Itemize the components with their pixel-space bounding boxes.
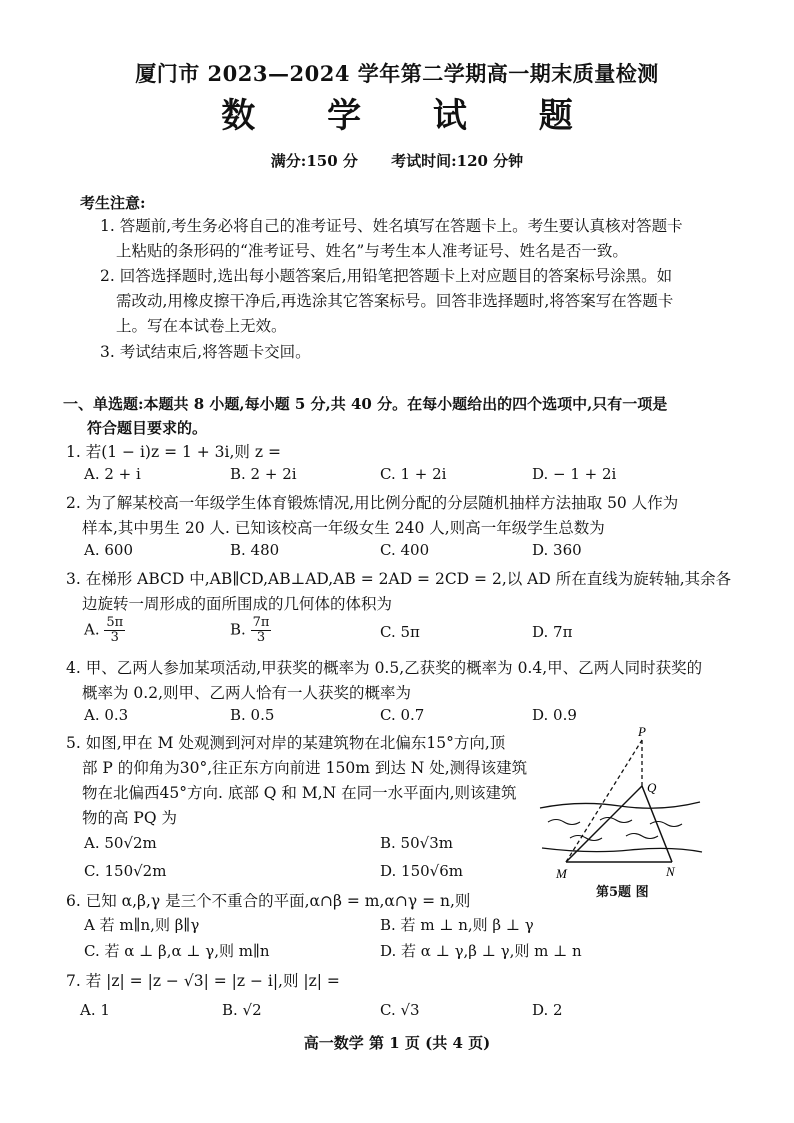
figure-caption: 第5题 图	[596, 885, 649, 900]
q2-option-d: D. 360	[532, 541, 582, 559]
denominator: 3	[110, 630, 119, 645]
q4-option-a: A. 0.3	[84, 706, 129, 724]
notice-line: 1. 答题前,考生务必将自己的准考证号、姓名填写在答题卡上。考生要认真核对答题卡	[100, 217, 683, 235]
question-3-stem: 边旋转一周形成的面所围成的几何体的体积为	[82, 595, 393, 613]
notice-line: 上。写在本试卷上无效。	[116, 317, 287, 335]
line-NQ	[642, 786, 672, 862]
notice-line: 上粘贴的条形码的“准考证号、姓名”与考生本人准考证号、姓名是否一致。	[116, 242, 628, 260]
notice-line: 需改动,用橡皮擦干净后,再选涂其它答案标号。回答非选择题时,将答案写在答题卡	[116, 292, 674, 310]
q7-option-d: D. 2	[532, 1001, 563, 1019]
q6-option-d: D. 若 α ⊥ γ,β ⊥ γ,则 m ⊥ n	[380, 942, 582, 960]
q4-option-b: B. 0.5	[230, 706, 275, 724]
subject-title: 数 学 试 题	[221, 96, 603, 136]
line-MQ	[566, 786, 642, 862]
label-Q: Q	[647, 780, 657, 795]
section-heading	[63, 392, 667, 440]
q6-option-a: A 若 m∥n,则 β∥γ	[84, 916, 200, 934]
section-heading-line: 一、单选题:本题共 8 小题,每小题 5 分,共 40 分。在每小题给出的四个选项中,只有一项是	[63, 395, 668, 413]
label-M: M	[556, 866, 567, 881]
q5-figure	[530, 722, 710, 902]
question-7-stem: 7. 若 |z| = |z − √3| = |z − i|,则 |z| =	[66, 972, 340, 990]
q1-option-d: D. − 1 + 2i	[532, 465, 617, 483]
exam-time: 考试时间:120 分钟	[391, 152, 524, 170]
q5-option-a: A. 50√2m	[84, 834, 157, 852]
question-6-stem: 6. 已知 α,β,γ 是三个不重合的平面,α∩β = m,α∩γ = n,则	[66, 892, 471, 910]
q5-option-b: B. 50√3m	[380, 834, 453, 852]
q3-option-a	[84, 616, 125, 645]
question-2-stem: 样本,其中男生 20 人. 已知该校高一年级女生 240 人,则高一年级学生总数为	[82, 519, 605, 537]
question-4-stem: 4. 甲、乙两人参加某项活动,甲获奖的概率为 0.5,乙获奖的概率为 0.4,甲、乙两人同时获奖的	[66, 659, 703, 677]
question-5-stem: 物在北偏西45°方向. 底部 Q 和 M,N 在同一水平面内,则该建筑	[82, 784, 517, 802]
q1-option-a: A. 2 + i	[84, 465, 141, 483]
q7-option-b: B. √2	[222, 1001, 262, 1019]
q2-option-c: C. 400	[380, 541, 430, 559]
notice-heading: 考生注意:	[80, 194, 146, 212]
q1-option-b: B. 2 + 2i	[230, 465, 297, 483]
question-4-stem: 概率为 0.2,则甲、乙两人恰有一人获奖的概率为	[82, 684, 412, 702]
label-N: N	[666, 864, 675, 879]
river-bank-line	[542, 848, 702, 852]
question-2-stem: 2. 为了解某校高一年级学生体育锻炼情况,用比例分配的分层随机抽样方法抽取 50 人作为	[66, 494, 679, 512]
q5-option-d: D. 150√6m	[380, 862, 463, 880]
notice-line: 2. 回答选择题时,选出每小题答案后,用铅笔把答题卡上对应题目的答案标号涂黑。如	[100, 267, 673, 285]
page-footer: 高一数学 第 1 页 (共 4 页)	[303, 1034, 491, 1052]
notice-line: 3. 考试结束后,将答题卡交回。	[100, 343, 311, 361]
q3-option-d: D. 7π	[532, 623, 573, 641]
question-5-stem: 部 P 的仰角为30°,往正东方向前进 150m 到达 N 处,测得该建筑	[82, 759, 528, 777]
q6-option-b: B. 若 m ⊥ n,则 β ⊥ γ	[380, 916, 534, 934]
label-P: P	[638, 724, 646, 739]
q2-option-b: B. 480	[230, 541, 280, 559]
question-1-stem: 1. 若(1 − i)z = 1 + 3i,则 z =	[66, 443, 281, 461]
q1-option-c: C. 1 + 2i	[380, 465, 447, 483]
q5-option-c: C. 150√2m	[84, 862, 167, 880]
exam-info	[0, 150, 794, 171]
q6-option-c: C. 若 α ⊥ β,α ⊥ γ,则 m∥n	[84, 942, 270, 960]
river-wave	[570, 834, 658, 841]
fraction	[104, 616, 125, 645]
exam-title: 厦门市 2023—2024 学年第二学期高一期末质量检测	[135, 61, 659, 86]
q4-option-c: C. 0.7	[380, 706, 425, 724]
q7-option-a: A. 1	[80, 1001, 110, 1019]
q3-option-b	[230, 616, 271, 645]
question-5-stem: 5. 如图,甲在 M 处观测到河对岸的某建筑物在北偏东15°方向,顶	[66, 734, 506, 752]
numerator: 5π	[106, 615, 124, 630]
full-score: 满分:150 分	[270, 152, 358, 170]
fraction	[251, 616, 272, 645]
river-wave	[548, 818, 682, 827]
question-3-stem: 3. 在梯形 ABCD 中,AB∥CD,AB⊥AD,AB = 2AD = 2CD = 2,以 AD 所在直线为旋转轴,其余各	[66, 570, 732, 588]
q4-option-d: D. 0.9	[532, 706, 577, 724]
numerator: 7π	[252, 615, 270, 630]
question-5-stem: 物的高 PQ 为	[82, 809, 177, 827]
option-label: A.	[84, 620, 100, 639]
denominator: 3	[256, 630, 266, 645]
q7-option-c: C. √3	[380, 1001, 420, 1019]
section-heading-line: 符合题目要求的。	[87, 419, 208, 437]
q2-option-a: A. 600	[84, 541, 133, 559]
option-label: B.	[230, 620, 246, 639]
q3-option-c: C. 5π	[380, 623, 420, 641]
line-MP	[566, 740, 642, 862]
